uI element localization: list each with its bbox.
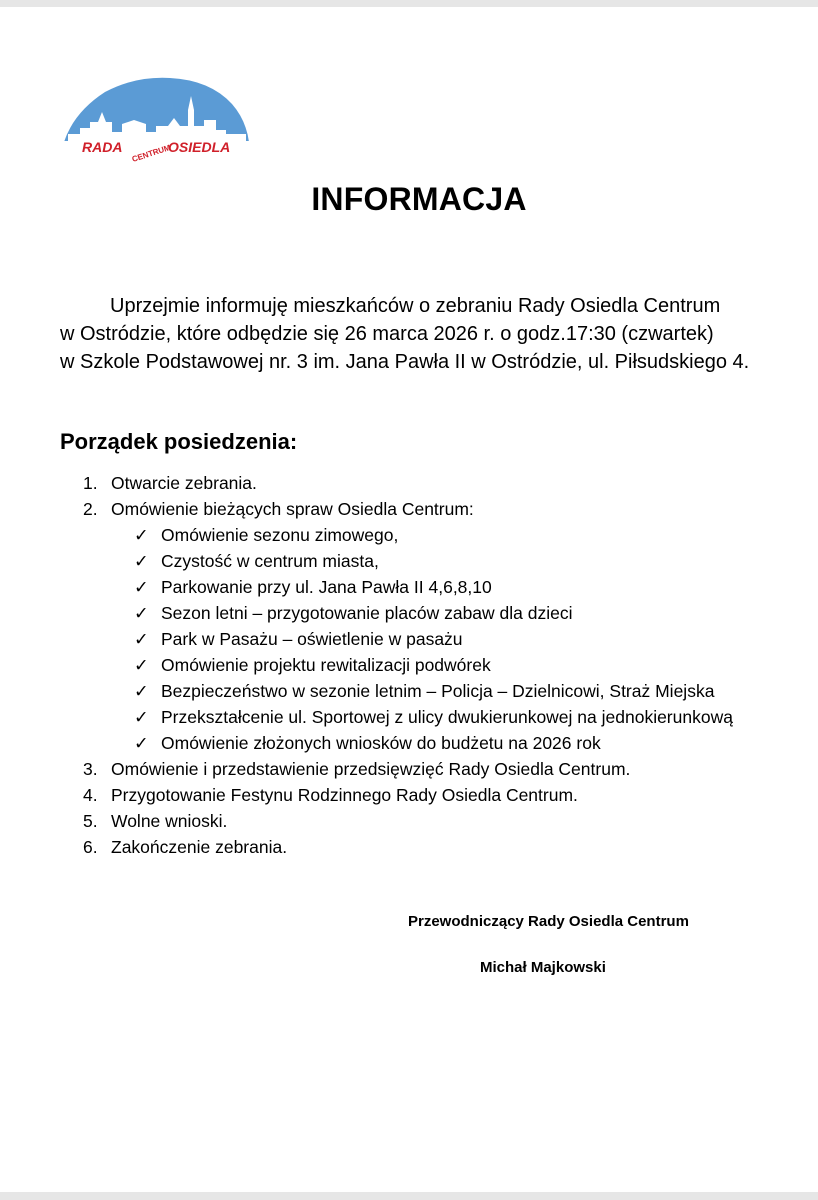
check-icon: ✓ [134,551,149,571]
logo-word-centrum: CENTRUM [130,142,172,164]
agenda-subitem-text: Omówienie sezonu zimowego, [161,525,399,545]
agenda-item-number: 3. [83,759,98,779]
check-icon: ✓ [134,655,149,675]
agenda-subitem-text: Omówienie złożonych wniosków do budżetu na 2026 rok [161,733,601,753]
agenda-item-number: 4. [83,785,98,805]
intro-line: w Szkole Podstawowej nr. 3 im. Jana Pawła II w Ostródzie, ul. Piłsudskiego 4. [60,351,750,373]
agenda-item-number: 6. [83,837,98,857]
agenda-item-number: 2. [83,499,98,519]
check-icon: ✓ [134,603,149,623]
top-border [0,0,818,7]
check-icon: ✓ [134,525,149,545]
agenda-subitem-text: Omówienie projektu rewitalizacji podwórek [161,655,491,675]
bottom-border [0,1192,818,1200]
agenda-subitem-text: Przekształcenie ul. Sportowej z ulicy dwukierunkowej na jednokierunkową [161,707,733,727]
signature-title: Przewodniczący Rady Osiedla Centrum [408,913,689,930]
intro-line: w Ostródzie, które odbędzie się 26 marca 2026 r. o godz.17:30 (czwartek) [60,323,714,345]
check-icon: ✓ [134,577,149,597]
logo-word-rada: RADA [82,139,123,155]
agenda-item-text: Otwarcie zebrania. [111,473,257,493]
agenda-item-text: Omówienie bieżących spraw Osiedla Centrum: [111,499,474,519]
agenda-item-text: Wolne wnioski. [111,811,228,831]
check-icon: ✓ [134,707,149,727]
check-icon: ✓ [134,733,149,753]
agenda-subitem-text: Bezpieczeństwo w sezonie letnim – Policja – Dzielnicowi, Straż Miejska [161,681,715,701]
rada-osiedla-logo [60,72,255,167]
agenda-item-text: Omówienie i przedstawienie przedsięwzięć Rady Osiedla Centrum. [111,759,631,779]
agenda-heading: Porządek posiedzenia: [60,429,298,454]
agenda-subitem-text: Parkowanie przy ul. Jana Pawła II 4,6,8,10 [161,577,492,597]
agenda-subitem-text: Park w Pasażu – oświetlenie w pasażu [161,629,463,649]
agenda-item-text: Zakończenie zebrania. [111,837,288,857]
check-icon: ✓ [134,629,149,649]
page-title: INFORMACJA [311,181,527,217]
agenda-item-number: 5. [83,811,98,831]
logo-graphic [60,72,255,167]
logo-word-osiedla: OSIEDLA [168,139,231,155]
agenda-subitem-text: Sezon letni – przygotowanie placów zabaw dla dzieci [161,603,573,623]
intro-paragraph [60,292,780,376]
check-icon: ✓ [134,681,149,701]
agenda-subitem-text: Czystość w centrum miasta, [161,551,379,571]
intro-line: Uprzejmie informuję mieszkańców o zebraniu Rady Osiedla Centrum [110,295,721,317]
agenda-item-text: Przygotowanie Festynu Rodzinnego Rady Osiedla Centrum. [111,785,578,805]
agenda-item-number: 1. [83,473,98,493]
signature-name: Michał Majkowski [480,959,606,976]
